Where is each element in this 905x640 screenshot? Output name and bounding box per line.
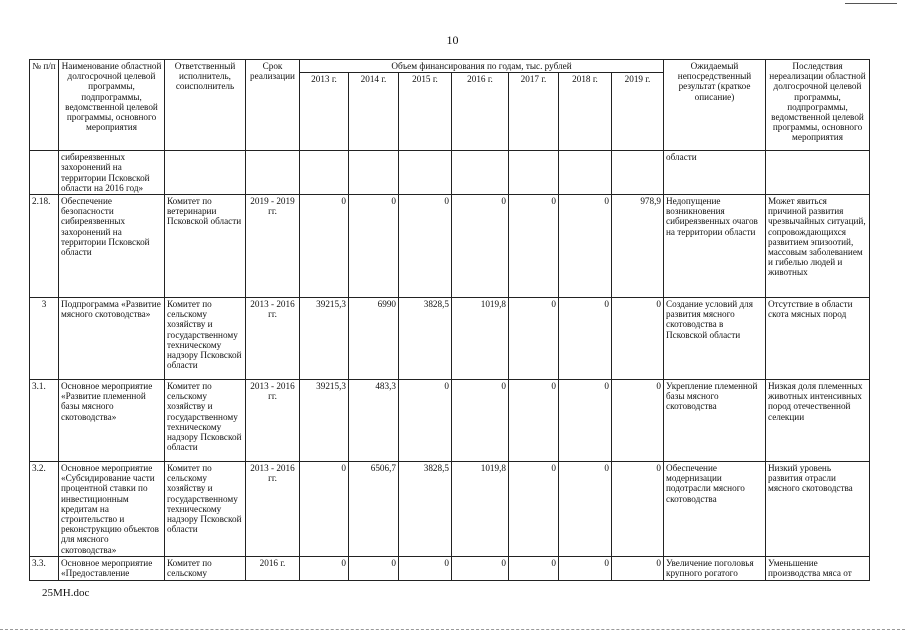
row-value: 39215,3 — [300, 380, 349, 462]
row-num — [30, 151, 59, 195]
row-value: 0 — [559, 380, 612, 462]
row-value: 0 — [559, 195, 612, 298]
row-name: сибиреязвенных захоронений на территории Псковской области на 2016 год» — [59, 151, 165, 195]
header-year: 2013 г. — [300, 73, 349, 151]
row-value: 1019,8 — [452, 462, 509, 557]
row-value: 0 — [509, 298, 559, 380]
table-row — [30, 195, 870, 298]
row-value: 0 — [509, 195, 559, 298]
row-value: 0 — [300, 462, 349, 557]
row-value: 0 — [300, 556, 349, 580]
row-value: 0 — [399, 195, 452, 298]
row-consequences: Низкий уровень развития отрасли мясного скотоводства — [766, 462, 870, 557]
header-financing: Объем финансирования по годам, тыс. рублей — [300, 60, 664, 73]
row-term — [246, 151, 300, 195]
header-term: Срок реализации — [246, 60, 300, 151]
row-consequences — [766, 151, 870, 195]
header-year: 2017 г. — [509, 73, 559, 151]
row-value: 978,9 — [612, 195, 664, 298]
header-year: 2014 г. — [349, 73, 399, 151]
header-expected: Ожидаемый непосредственный результат (краткое описание) — [664, 60, 766, 151]
bottom-rule — [0, 629, 905, 630]
row-value: 3828,5 — [399, 298, 452, 380]
table-row — [30, 462, 870, 557]
row-value — [559, 151, 612, 195]
row-value: 0 — [559, 556, 612, 580]
table-row — [30, 151, 870, 195]
row-name: Подпрограмма «Развитие мясного скотоводства» — [59, 298, 165, 380]
row-term: 2013 - 2016 гг. — [246, 462, 300, 557]
row-value: 0 — [559, 298, 612, 380]
row-value: 0 — [452, 556, 509, 580]
row-value: 0 — [349, 195, 399, 298]
header-year: 2016 г. — [452, 73, 509, 151]
row-value: 0 — [452, 380, 509, 462]
row-consequences: Уменьшение производства мяса от — [766, 556, 870, 580]
top-edge-line — [845, 3, 897, 4]
row-value: 1019,8 — [452, 298, 509, 380]
row-value — [452, 151, 509, 195]
row-name: Основное мероприятие «Развитие племенной базы мясного скотоводства» — [59, 380, 165, 462]
row-num: 3.1. — [30, 380, 59, 462]
page-number: 10 — [446, 33, 459, 47]
row-value: 6506,7 — [349, 462, 399, 557]
row-value — [509, 151, 559, 195]
table-row — [30, 298, 870, 380]
row-consequences: Может явиться причиной развития чрезвычайных ситуаций, сопровождающихся развитием эпизоотий, массовым заболеванием и гибелью людей и животных — [766, 195, 870, 298]
row-value: 0 — [399, 380, 452, 462]
row-value: 0 — [509, 380, 559, 462]
header-consequences: Последствия нереализации областной долгосрочной целевой программы, подпрограммы, ведомственной целевой программы, основного мероприятия — [766, 60, 870, 151]
row-consequences: Низкая доля племенных животных интенсивных пород отечественной селекции — [766, 380, 870, 462]
row-value — [612, 151, 664, 195]
row-name: Обеспечение безопасности сибиреязвенных захоронений на территории Псковской области — [59, 195, 165, 298]
row-value: 0 — [612, 380, 664, 462]
row-expected: Обеспечение модернизации подотрасли мясного скотоводства — [664, 462, 766, 557]
row-value: 3828,5 — [399, 462, 452, 557]
row-value: 0 — [612, 462, 664, 557]
financing-table — [29, 59, 870, 581]
row-value: 0 — [509, 556, 559, 580]
row-num: 3 — [30, 298, 59, 380]
row-num: 2.18. — [30, 195, 59, 298]
table-row — [30, 556, 870, 580]
row-responsible: Комитет по сельскому хозяйству и государственному техническому надзору Псковской области — [165, 462, 246, 557]
row-value: 0 — [300, 195, 349, 298]
row-term: 2016 г. — [246, 556, 300, 580]
row-responsible: Комитет по сельскому — [165, 556, 246, 580]
header-year: 2018 г. — [559, 73, 612, 151]
row-expected: Создание условий для развития мясного скотоводства в Псковской области — [664, 298, 766, 380]
row-value: 6990 — [349, 298, 399, 380]
header-num: № п/п — [30, 60, 59, 151]
footer-filename: 25МН.doc — [42, 587, 90, 599]
row-expected: Недопущение возникновения сибиреязвенных очагов на территории области — [664, 195, 766, 298]
row-expected: области — [664, 151, 766, 195]
row-value: 0 — [509, 462, 559, 557]
row-value: 0 — [452, 195, 509, 298]
row-value: 0 — [399, 556, 452, 580]
row-expected: Увеличение поголовья крупного рогатого — [664, 556, 766, 580]
row-term: 2019 - 2019 гг. — [246, 195, 300, 298]
row-term: 2013 - 2016 гг. — [246, 380, 300, 462]
row-responsible — [165, 151, 246, 195]
row-num: 3.3. — [30, 556, 59, 580]
row-value: 0 — [612, 298, 664, 380]
row-num: 3.2. — [30, 462, 59, 557]
row-value: 0 — [559, 462, 612, 557]
row-value — [399, 151, 452, 195]
header-name: Наименование областной долгосрочной целевой программы, подпрограммы, ведомственной целевой программы, основного мероприятия — [59, 60, 165, 151]
row-responsible: Комитет по сельскому хозяйству и государственному техническому надзору Псковской области — [165, 298, 246, 380]
row-responsible: Комитет по ветеринарии Псковской области — [165, 195, 246, 298]
row-value: 483,3 — [349, 380, 399, 462]
table-row — [30, 380, 870, 462]
header-year: 2019 г. — [612, 73, 664, 151]
row-value — [349, 151, 399, 195]
row-value: 0 — [612, 556, 664, 580]
row-expected: Укрепление племенной базы мясного скотоводства — [664, 380, 766, 462]
header-year: 2015 г. — [399, 73, 452, 151]
row-name: Основное мероприятие «Субсидирование части процентной ставки по инвестиционным кредитам на строительство и реконструкцию объектов для мясного скотоводства» — [59, 462, 165, 557]
row-consequences: Отсутствие в области скота мясных пород — [766, 298, 870, 380]
header-responsible: Ответственный исполнитель, соисполнитель — [165, 60, 246, 151]
row-term: 2013 - 2016 гг. — [246, 298, 300, 380]
row-name: Основное мероприятие «Предоставление — [59, 556, 165, 580]
row-value — [300, 151, 349, 195]
row-value: 0 — [349, 556, 399, 580]
row-responsible: Комитет по сельскому хозяйству и государственному техническому надзору Псковской области — [165, 380, 246, 462]
row-value: 39215,3 — [300, 298, 349, 380]
